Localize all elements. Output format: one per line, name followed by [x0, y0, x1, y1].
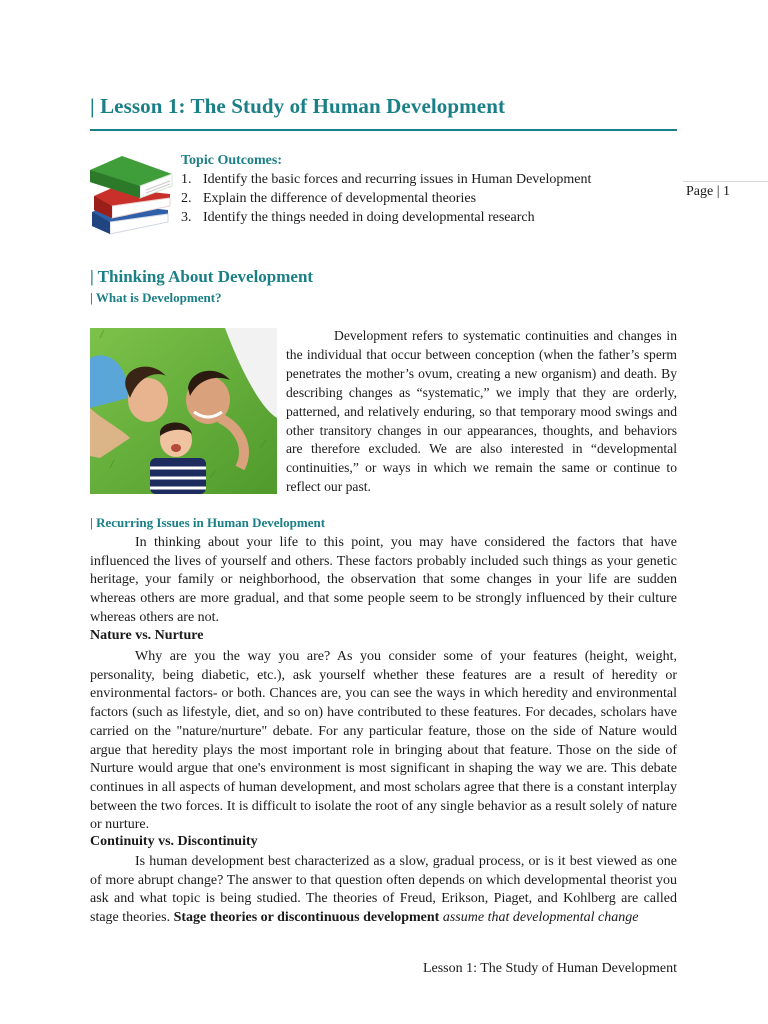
- outcome-number: 2.: [181, 191, 192, 206]
- recurring-issues-paragraph: In thinking about your life to this point, you may have considered the factors that have influenced the lives of yourself and others. These factors probably included such things as your genetic heritage, your family or neighborhood, the observation that some changes in your life are sudden whereas others are more gradual, and that some people seem to be strongly influenced by their culture whereas others are not.: [90, 535, 677, 625]
- continuity-paragraph: [90, 853, 677, 928]
- stage-theories-term: Stage theories or discontinuous development: [173, 910, 440, 926]
- heading-nature-vs-nurture: Nature vs. Nurture: [90, 628, 204, 643]
- subheading-recurring-issues: | Recurring Issues in Human Development: [90, 515, 326, 530]
- nature-nurture-paragraph: Why are you the way you are? As you consider some of your features (height, weight, personality, being diabetic, etc.), ask yourself whether these features are a result of heredity or environmental factors- or both. Chances are, you can see the ways in which heredity and environmental factors (such as lifestyle, diet, and so on) have contributed to these features. For decades, scholars have carried on the "nature/nurture" debate. For any particular feature, those on the side of Nature would argue that heredity plays the most important role in bringing about that feature. Those on the side of Nurture would argue that one's environment is most significant in shaping the way we are. This debate continues in all aspects of human development, and most scholars agree that there is a constant interplay between the two forces. It is difficult to isolate the root of any single behavior as a result solely of nature or nurture.: [90, 649, 677, 833]
- outcome-number: 3.: [181, 210, 192, 225]
- outcome-item: [181, 189, 621, 208]
- continuity-paragraph-text: Is human development best characterized as a slow, gradual process, or is it best viewed as one of more abrupt change? The answer to that question often depends on which developmental theorist you ask and what topic is being studied. The theories of Freud, Erikson, Piaget, and Kohlberg are called stage theories.: [90, 854, 677, 926]
- family-photo: [90, 328, 277, 494]
- title-divider: [90, 129, 677, 131]
- outcome-item: [181, 170, 621, 189]
- heading-continuity-vs-discontinuity: Continuity vs. Discontinuity: [90, 834, 258, 849]
- page-number-rule: [683, 181, 768, 182]
- subheading-what-is-development: | What is Development?: [90, 290, 222, 305]
- outcome-text: Explain the difference of developmental theories: [203, 191, 477, 206]
- outcome-item: [181, 208, 621, 227]
- outcomes-list: [181, 170, 621, 227]
- page-number: Page | 1: [686, 184, 731, 199]
- outcome-text: Identify the basic forces and recurring issues in Human Development: [203, 172, 592, 187]
- section-heading-thinking: | Thinking About Development: [90, 267, 314, 286]
- topic-outcomes: [181, 151, 621, 227]
- books-icon: [88, 152, 176, 240]
- page-footer: Lesson 1: The Study of Human Development: [422, 961, 677, 976]
- topic-outcomes-heading: Topic Outcomes:: [181, 153, 282, 168]
- outcome-number: 1.: [181, 172, 192, 187]
- outcome-text: Identify the things needed in doing developmental research: [203, 210, 535, 225]
- lesson-title: | Lesson 1: The Study of Human Development: [90, 94, 506, 118]
- development-definition-paragraph: Development refers to systematic continuities and changes in the individual that occur between conception (when the father’s sperm penetrates the mother’s ovum, creating a new organism) and death. By describing changes as “systematic,” we imply that they are orderly, patterned, and relatively enduring, so that temporary mood swings and other transitory changes in our appearances, thoughts, and behaviors are therefore excluded. We are also interested in “developmental continuities,” or ways in which we remain the same or continue to reflect our past.: [286, 328, 677, 495]
- stage-theories-definition: assume that developmental change: [442, 910, 639, 926]
